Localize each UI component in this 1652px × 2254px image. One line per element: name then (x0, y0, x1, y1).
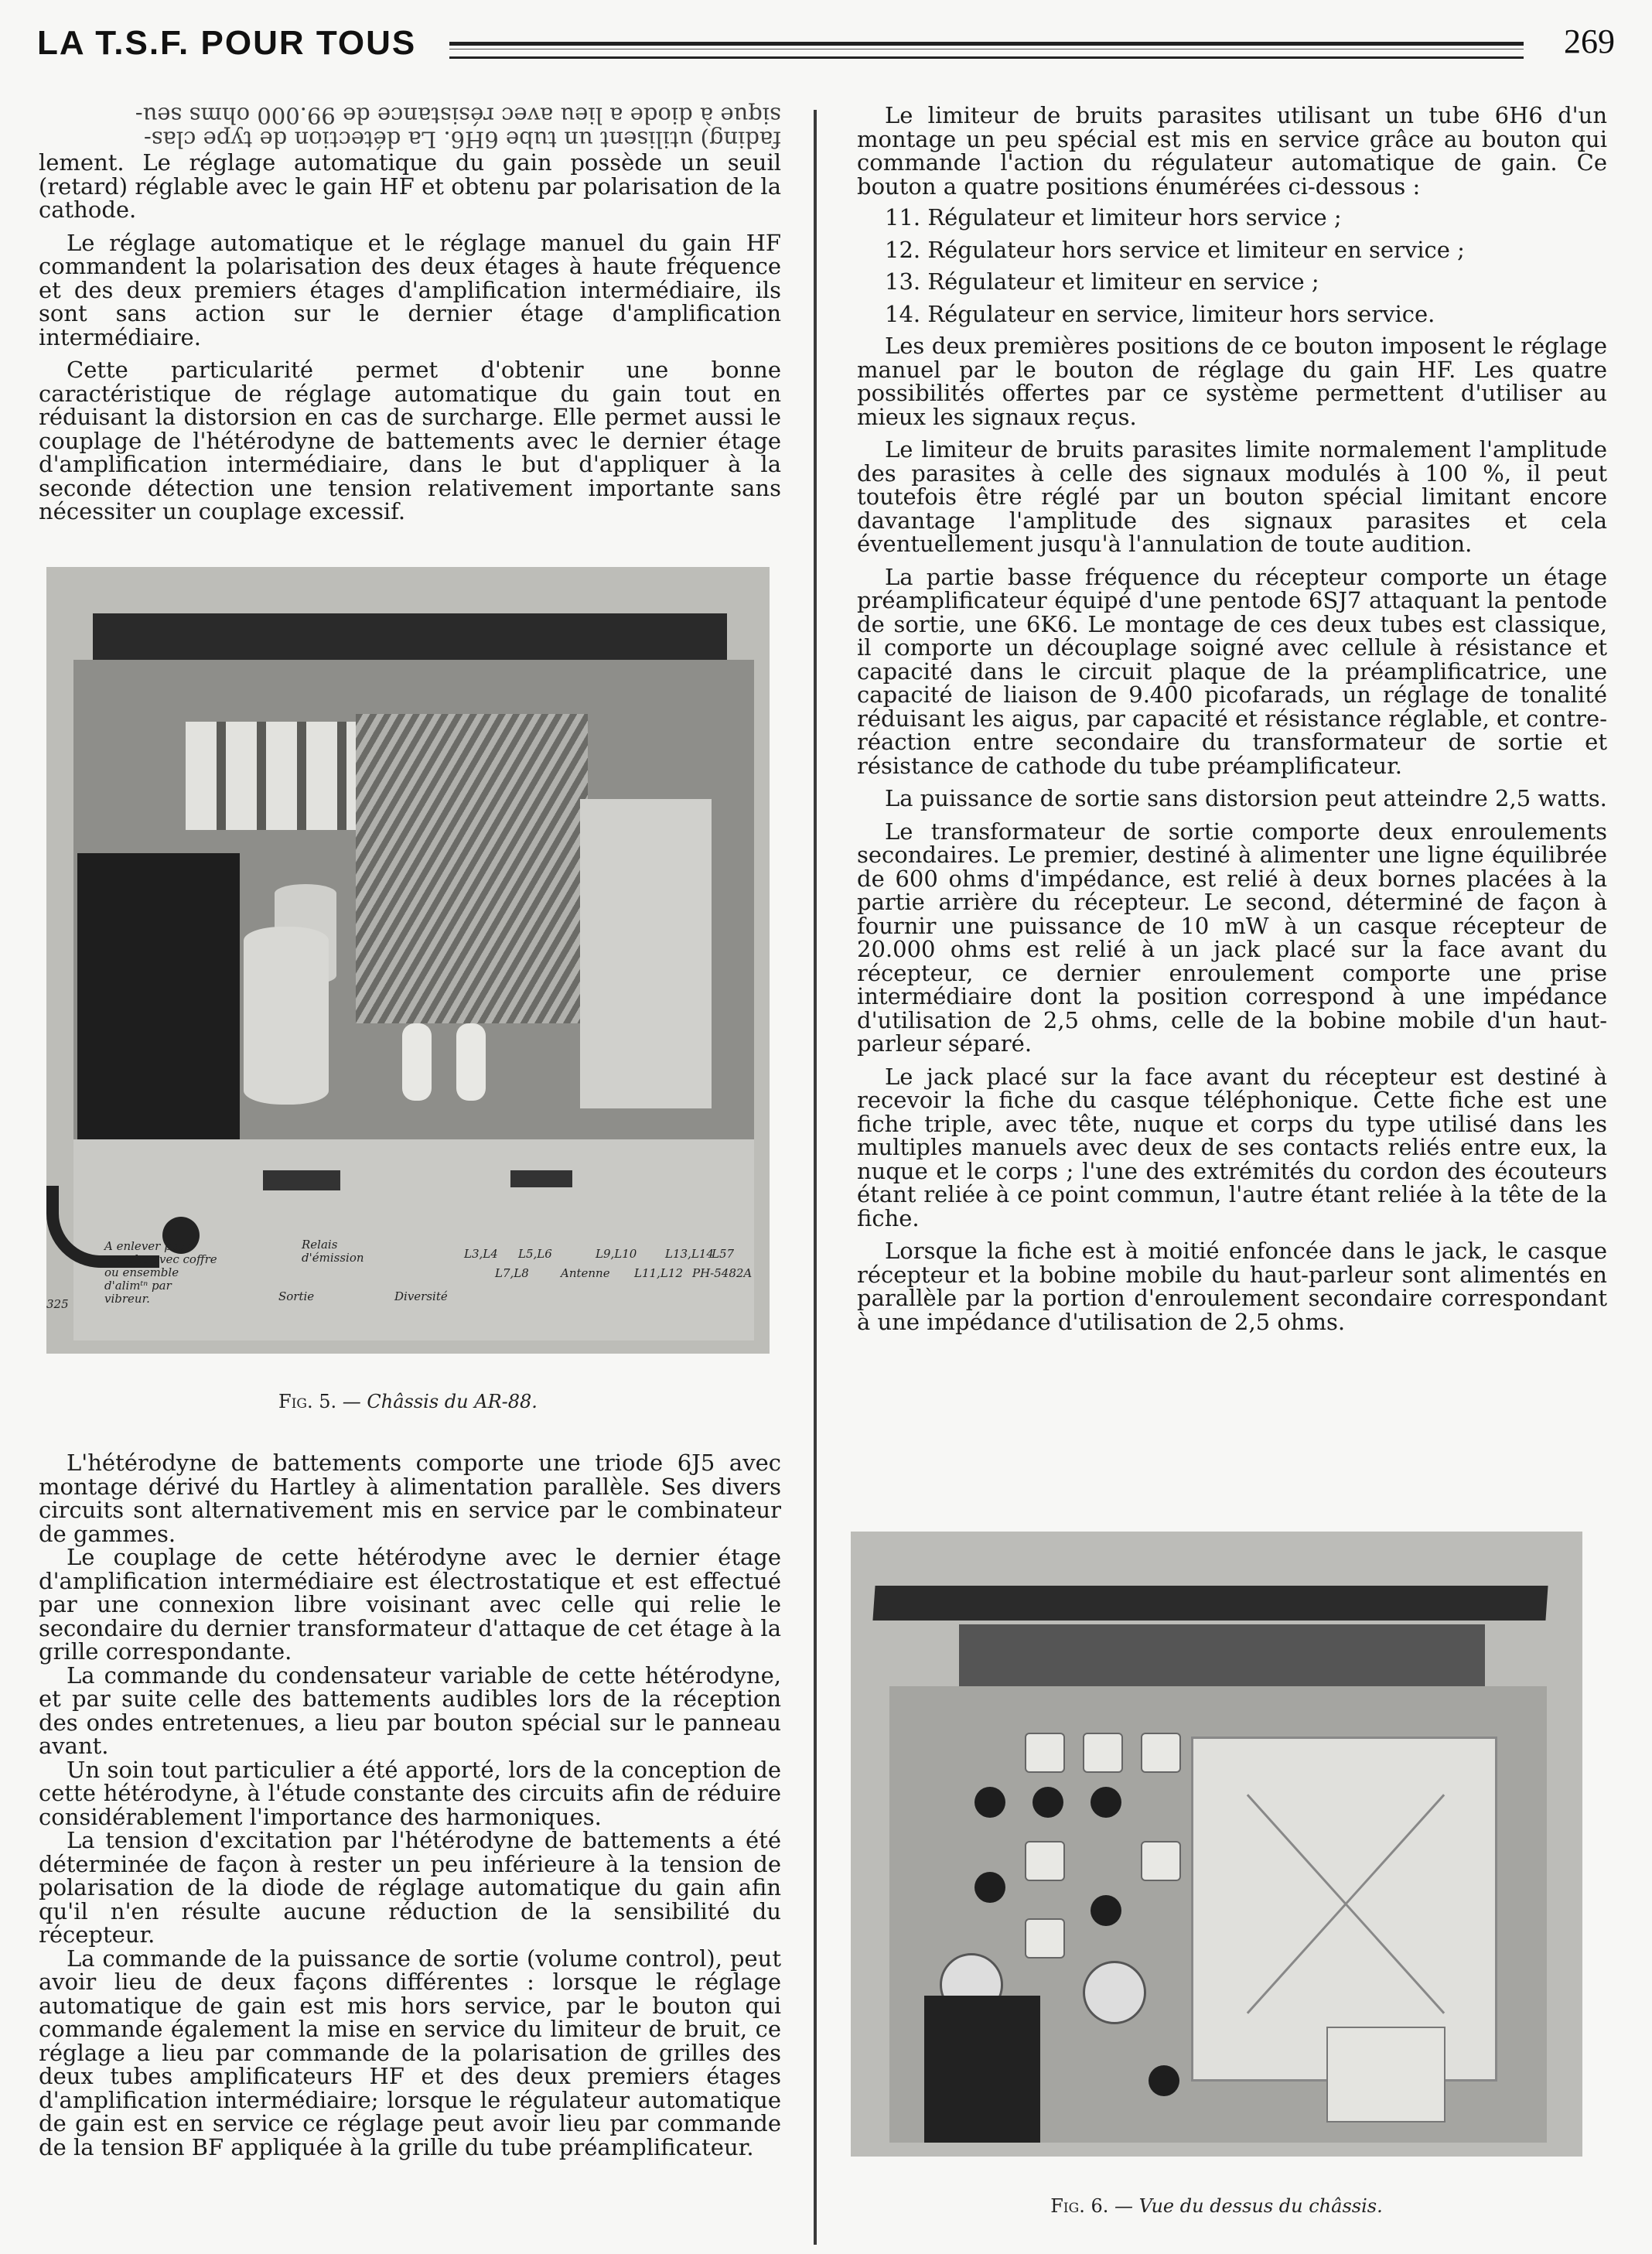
figure-caption-text: Vue du dessus du châssis. (1138, 2195, 1383, 2217)
label-part-number: PH-5482A (692, 1266, 753, 1280)
label-l910: L9,L10 (596, 1247, 637, 1261)
label-remove: A enlever pour marche avec coffre ou ensemble d'alimᵗⁿ par vibreur. (104, 1239, 217, 1306)
photo-tube (1091, 1787, 1121, 1818)
photo-terminal-strip (510, 1170, 572, 1187)
page-header (37, 22, 1615, 65)
list-item: 11. Régulateur et limiteur hors service ; (885, 204, 1342, 231)
photo-tuning-gang (959, 1624, 1485, 1694)
left-column-bottom (39, 1451, 781, 2159)
paragraph: Le transformateur de sortie comporte deux enroulements secondaires. Le premier, destiné à alimenter une ligne équilibrée de 600 ohms d'impédance, est relié à deux bornes placées à la partie arrière du récepteur. Le second, déterminé de façon à fournir une puissance de 10 mW à un casque récepteur de 20.000 ohms est relié à un jack placé sur la face avant du récepteur, ce dernier enroulement comporte une prise intermédiaire dont la position correspond à une impédance d'utilisation de 2,5 ohms, celle de la bobine mobile d'un haut-parleur séparé. (857, 818, 1607, 1057)
photo-filter-capacitor (1083, 1961, 1146, 2024)
photo-if-can (1025, 1841, 1065, 1881)
figure-5-caption: Fig. 5. — Châssis du AR-88. (278, 1391, 538, 1412)
photo-if-can (1083, 1733, 1123, 1773)
photo-if-can (1141, 1733, 1181, 1773)
paragraph: Le limiteur de bruits parasites limite normalement l'amplitude des parasites à celle des signaux modulés à 100 %, il peut toutefois être réglé par un bouton spécial limitant encore davantage l'amplitude des signaux parasites et cela éventuellement jusqu'à l'annulation de toute audition. (857, 436, 1607, 557)
mirrored-text-line: sique à diode a lieu avec résistance de 99.000 ohms seu- (135, 102, 781, 129)
photo-circuit-board (356, 714, 588, 1023)
right-column (857, 104, 1607, 1334)
label-code: 325 (46, 1297, 69, 1311)
photo-shield-box (580, 799, 712, 1108)
paragraph: lement. Le réglage automatique du gain possède un seuil (retard) réglable avec le gain HF et obtenu par polarisation de la cathode. (39, 149, 781, 223)
label-l56: L5,L6 (518, 1247, 552, 1261)
photo-transformer (77, 853, 240, 1147)
photo-terminal-strip (263, 1170, 340, 1190)
paragraph: La commande de la puissance de sortie (volume control), peut avoir lieu de deux façons différentes : lorsque le réglage automatique de gain est mis hors service, par le bouton qui commande également la mise en service du limiteur de bruit, ce réglage a lieu par commande de la polarisation de grilles des deux tubes amplificateurs HF et des deux premiers étages d'amplification intermédiaire; lorsque le régulateur automatique de gain est en service ce réglage peut avoir lieu par commande de la tension BF appliquée à la grille du tube préamplificateur. (39, 1945, 781, 2160)
paragraph: La commande du condensateur variable de cette hétérodyne, et par suite celle des battements audibles lors de la réception des ondes entretenues, a lieu par bouton spécial sur le panneau avant. (39, 1661, 781, 1759)
mirrored-text-line: fading) utilisent un tube 6H6. La détection de type clas- (143, 126, 781, 152)
label-l34: L3,L4 (464, 1247, 498, 1261)
header-rule (449, 42, 1524, 59)
paragraph: L'hétérodyne de battements comporte une triode 6J5 avec montage dérivé du Hartley à alimentation parallèle. Ses divers circuits sont alternativement mis en service par le combinateur de gammes. (39, 1450, 781, 1547)
label-relay: Relais d'émission (302, 1238, 364, 1265)
button-positions-list (857, 206, 1607, 326)
paragraph: Le réglage automatique et le réglage manuel du gain HF commandent la polarisation des deux étages à haute fréquence et des deux premiers étages d'amplification intermédiaire, ils sont sans action sur le dernier étage d'amplification intermédiaire. (39, 229, 781, 350)
photo-capacitors (186, 722, 356, 830)
column-divider (814, 110, 817, 2245)
paragraph: Lorsque la fiche est à moitié enfoncée dans le jack, le casque récepteur et la bobine mobile du haut-parleur sont alimentés en parallèle par la portion d'enroulement secondaire correspondant à une impédance d'utilisation de 2,5 ohms. (857, 1238, 1607, 1335)
list-item: 14. Régulateur en service, limiteur hors service. (885, 300, 1435, 327)
label-l1112: L11,L12 (634, 1266, 683, 1280)
photo-if-can (1025, 1733, 1065, 1773)
label-output: Sortie (278, 1289, 315, 1303)
paragraph: Le limiteur de bruits parasites utilisant un tube 6H6 d'un montage un peu spécial est mis en service grâce au bouton qui commande l'action du régulateur automatique de gain. Ce bouton a quatre positions énumérées ci-dessous : (857, 102, 1607, 200)
photo-tube (1091, 1895, 1121, 1926)
figure-6-caption: Fig. 6. — Vue du dessus du châssis. (1050, 2195, 1383, 2217)
label-l1314: L13,L14 (665, 1247, 714, 1261)
photo-tube (974, 1787, 1005, 1818)
label-antenna: Antenne (561, 1266, 610, 1280)
photo-tube (1149, 2065, 1179, 2096)
photo-power-transformer (924, 1996, 1040, 2143)
magazine-title: LA T.S.F. POUR TOUS (37, 24, 417, 62)
list-item: 12. Régulateur hors service et limiteur en service ; (885, 236, 1465, 263)
paragraph: La tension d'excitation par l'hétérodyne de battements a été déterminée de façon à rester un peu inférieure à la tension de polarisation de la diode de réglage automatique du gain afin qu'il n'en résulte aucune réduction de la sensibilité du récepteur. (39, 1827, 781, 1948)
figure-5-chassis-photo (46, 567, 770, 1354)
paragraph: Les deux premières positions de ce bouton imposent le réglage manuel par le bouton de réglage du gain HF. Les quatre possibilités offertes par ce système permettent d'utiliser au mieux les signaux reçus. (857, 333, 1607, 430)
photo-tube (456, 1023, 486, 1101)
paragraph: La puissance de sortie sans distorsion peut atteindre 2,5 watts. (885, 785, 1607, 811)
photo-component-box (1326, 2027, 1446, 2123)
figure-6-top-view-photo (851, 1532, 1582, 2157)
photo-tube (402, 1023, 432, 1101)
photo-back-panel (872, 1586, 1548, 1620)
figure-number: Fig. 5. (278, 1391, 337, 1412)
photo-if-can (1141, 1841, 1181, 1881)
figure-number: Fig. 6. (1050, 2195, 1109, 2217)
paragraph: Un soin tout particulier a été apporté, lors de la conception de cette hétérodyne, à l'étude constante des circuits afin de réduire considérablement l'importance des harmoniques. (39, 1756, 781, 1830)
paragraph: La partie basse fréquence du récepteur comporte un étage préamplificateur équipé d'une pentode 6SJ7 attaquant la pentode de sortie, une 6K6. Le montage de ces deux tubes est classique, il comporte un découplage soigné avec cellule à résistance et capacité dans le circuit plaque de la préamplificatrice, une capacité de liaison de 9.400 picofarads, un réglage de tonalité réduisant les aigus, par capacité et résistance réglable, et contre-réaction entre secondaire du transformateur de sortie et résistance de cathode du tube préamplificateur. (857, 563, 1607, 779)
photo-capacitor-can (244, 927, 329, 1105)
photo-tube (1032, 1787, 1063, 1818)
paragraph: Cette particularité permet d'obtenir une bonne caractéristique de réglage automatique du gain tout en réduisant la distorsion en cas de surcharge. Elle permet aussi le couplage de l'hétérodyne de battements avec le dernier étage d'amplification intermédiaire, dans le but d'appliquer à la seconde détection une tension relativement importante sans nécessiter un couplage excessif. (39, 357, 781, 524)
page-number: 269 (1564, 22, 1615, 60)
label-l57: L57 (712, 1247, 735, 1261)
label-l78: L7,L8 (495, 1266, 529, 1280)
paragraph: Le jack placé sur la face avant du récepteur est destiné à recevoir la fiche du casque téléphonique. Cette fiche est une fiche triple, avec tête, nuque et corps du type utilisé dans les multiples manuels avec deux de ses contacts reliés entre eux, la nuque et le corps ; l'une des extrémités du cordon des écouteurs étant reliée à ce point commun, l'autre étant reliée à la tête de la fiche. (857, 1063, 1607, 1231)
photo-if-can (1025, 1918, 1065, 1959)
photo-tube (974, 1872, 1005, 1903)
left-column-top (39, 104, 781, 524)
paragraph: Le couplage de cette hétérodyne avec le dernier étage d'amplification intermédiaire est électrostatique et est effectué par une connexion libre voisinant avec celle qui relie le secondaire du dernier transformateur d'attaque de cet étage à la grille correspondante. (39, 1544, 781, 1665)
figure-caption-text: Châssis du AR-88. (367, 1391, 538, 1412)
label-diversity: Diversité (394, 1289, 448, 1303)
list-item: 13. Régulateur et limiteur en service ; (885, 268, 1319, 295)
